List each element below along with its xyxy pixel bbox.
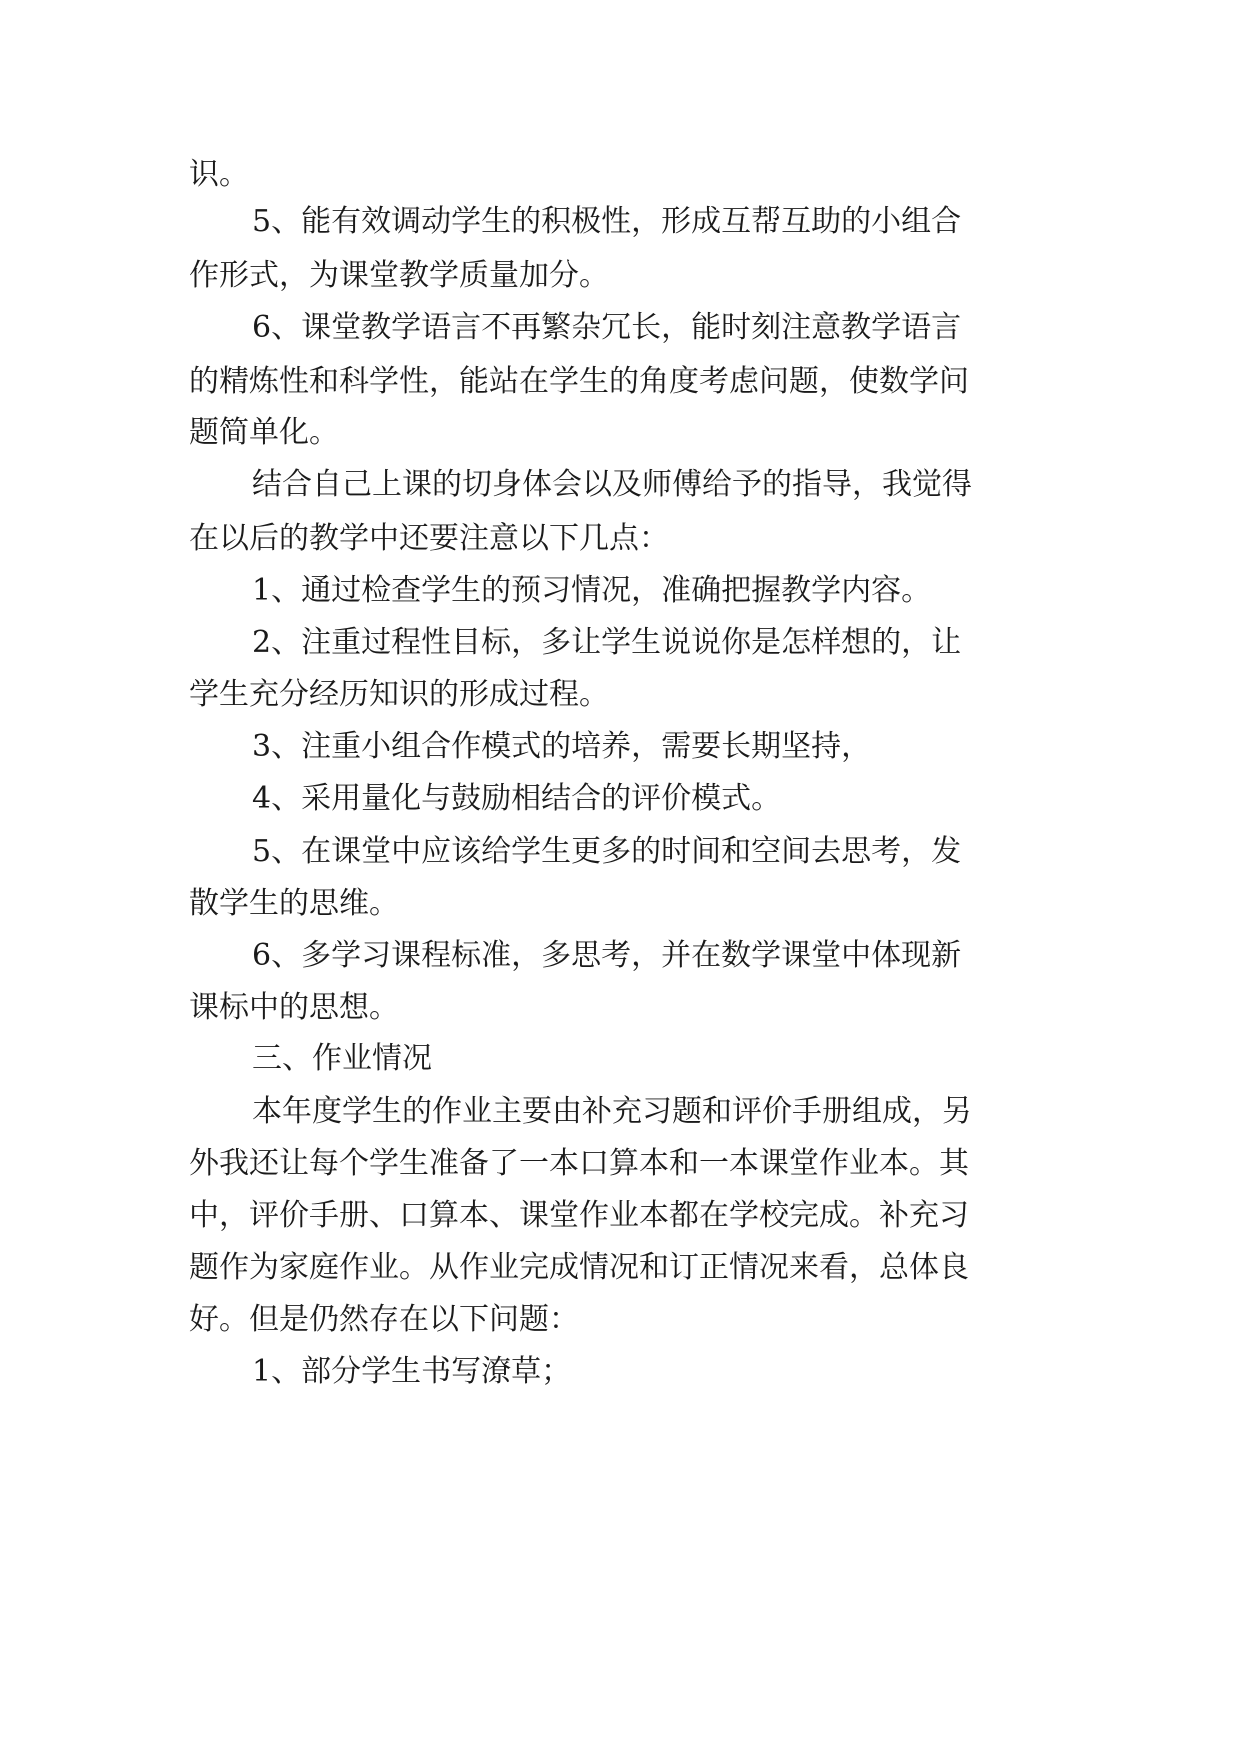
paragraph-line: 外我还让每个学生准备了一本口算本和一本课堂作业本。其 [189,1146,969,1181]
paragraph-line: 6、课堂教学语言不再繁杂冗长，能时刻注意教学语言 [252,310,962,345]
section-heading: 三、作业情况 [252,1041,432,1076]
paragraph-line: 识。 [189,157,249,192]
paragraph-line: 学生充分经历知识的形成过程。 [189,677,609,712]
paragraph-line: 好。但是仍然存在以下问题： [189,1302,579,1337]
list-item: 1、通过检查学生的预习情况，准确把握教学内容。 [252,573,932,608]
paragraph-line: 5、能有效调动学生的积极性，形成互帮互助的小组合 [252,204,962,239]
paragraph-line: 结合自己上课的切身体会以及师傅给予的指导，我觉得 [252,467,972,502]
list-item: 1、部分学生书写潦草； [252,1354,572,1389]
paragraph-line: 在以后的教学中还要注意以下几点： [189,521,669,556]
paragraph-line: 散学生的思维。 [189,886,399,921]
list-item: 6、多学习课程标准，多思考，并在数学课堂中体现新 [252,938,962,973]
list-item: 5、在课堂中应该给学生更多的时间和空间去思考，发 [252,834,962,869]
paragraph-line: 题作为家庭作业。从作业完成情况和订正情况来看，总体良 [189,1250,969,1285]
paragraph-line: 课标中的思想。 [189,990,399,1025]
paragraph-line: 题简单化。 [189,415,339,450]
list-item: 4、采用量化与鼓励相结合的评价模式。 [252,781,782,816]
list-item: 2、注重过程性目标，多让学生说说你是怎样想的，让 [252,625,962,660]
paragraph-line: 本年度学生的作业主要由补充习题和评价手册组成，另 [252,1094,972,1129]
paragraph-line: 作形式，为课堂教学质量加分。 [189,258,609,293]
list-item: 3、注重小组合作模式的培养，需要长期坚持， [252,729,872,764]
paragraph-line: 的精炼性和科学性，能站在学生的角度考虑问题，使数学问 [189,364,969,399]
paragraph-line: 中，评价手册、口算本、课堂作业本都在学校完成。补充习 [189,1198,969,1233]
